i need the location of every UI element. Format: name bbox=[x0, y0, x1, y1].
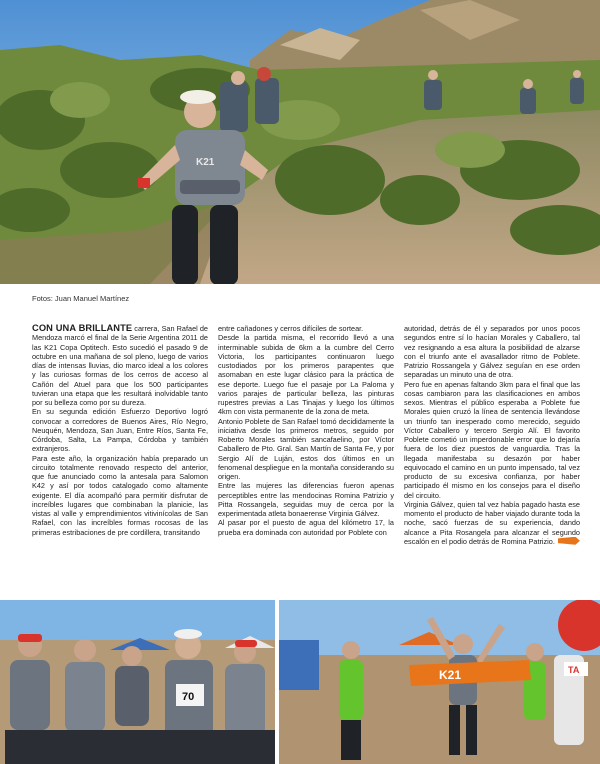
article-column-3 bbox=[404, 324, 580, 592]
article-paragraph: Pero fue en apenas faltando 3km para el final que las cosas cambiaron para las clasificaciones en ambos sexos. Mientras el público esperaba a Poblete fue Morales quien cruzó la línea de sentencia llevándose un triunfo tan inesperado como merecido, seguido Víctor Caballero y tercero Sergio Alí. El favorito Poblete cometió un imperdonable error que lo dejaría fuera de los diez puestos de vanguardia. Tras la llegada manifestaba su desazón por haber equivocado el camino en un punto impensado, tal vez producto de su excesiva confianza, por haber participado él mismo en los consejos para el diseño del circuito. bbox=[404, 379, 580, 500]
article-paragraph: Al pasar por el puesto de agua del kilómetro 17, la prueba era dominada con autoridad por Poblete con bbox=[218, 518, 394, 537]
article-paragraph: CON UNA BRILLANTE carrera, San Rafael de Mendoza marcó el final de la Serie Argentina 2011 de las K21 Copa Optitech. Esto sucedió el pasado 9 de octubre en una mañana de sol pleno, luego de varios días de intensas lluvias, dio marco ideal a los colores y las curiosas formas de los cerros de acceso al Cañón del Atuel para que los 500 participantes tuvieran una etapa que les resultará inolvidable tanto por su belleza como por su dureza. bbox=[32, 324, 208, 407]
hero-shirt-text: K21 bbox=[196, 157, 215, 168]
lead-caps: CON UNA BRILLANTE bbox=[32, 324, 133, 333]
hero-photo bbox=[0, 0, 600, 284]
bib-number: 70 bbox=[182, 691, 195, 703]
photo-credit: Fotos: Juan Manuel Martínez bbox=[32, 294, 130, 303]
article-paragraph: Desde la partida misma, el recorrido llevó a una interminable subida de 6km a la cumbre del Cerro Victoria, los participantes continuaron luego custodiados por los primeros parapentes que asomaban en este lugar clásico para la práctica de ese deporte. Luego fue el pasaje por La Paloma y varios parajes de particular belleza, las pinturas rupestres previas a Las Tinajas y luego los últimos 4km con vista permanente de la zona de meta. bbox=[218, 333, 394, 417]
article-paragraph: entre cañadones y cerros difíciles de sortear. bbox=[218, 324, 364, 333]
race-start-photo bbox=[0, 600, 275, 764]
article-column-1 bbox=[32, 324, 208, 592]
article-body bbox=[32, 324, 580, 592]
article-column-2 bbox=[218, 324, 394, 592]
article-paragraph: Entre las mujeres las diferencias fueron apenas perceptibles entre las mendocinas Romina Patrizio y Pitta Rossangela, seguidas muy de cerca por la experimentada atleta bonaerense Virginia Gálvez. bbox=[218, 481, 394, 518]
article-paragraph: Virginia Gálvez, quien tal vez había pagado hasta ese momento el producto de haber viajado durante toda la noche, sacó fuerzas de su experiencia, dando alcance a Pita Rosangela para alcanzar el segundo escalón en el podio detrás de Romina Patrizio. bbox=[404, 499, 580, 546]
article-paragraph: Antonio Poblete de San Rafael tomó decididamente la iniciativa desde los primeros metros, seguido por Roberto Morales también sancafaelino, por Víctor Caballero de Pto. Gral. San Martín de Santa Fe, y por Sergio Alí de Luján, estos dos últimos en un fenomenal despliegue en la montaña considerando su origen. bbox=[218, 416, 394, 481]
finish-line-photo bbox=[279, 600, 600, 764]
end-of-article-icon bbox=[558, 537, 580, 545]
finish-banner-text: K21 bbox=[439, 668, 462, 682]
sponsor-sign-text: TA bbox=[568, 665, 580, 675]
article-paragraph: Para este año, la organización había preparado un circuito totalmente renovado respecto del anterior, que fue anunciado como la antesala para Salomon K42 y así por todos catalogado como altamente exigente. El día acompañó para permitir disfrutar de increíbles lugares que combinaban la planicie, las vistas al valle y emprendimientos vitivinícolas de San Rafael, con las increíbles formas rocosas de las primeras estribaciones de pre cordillera, transitando bbox=[32, 453, 208, 537]
article-paragraph: autoridad, detrás de él y separados por unos pocos segundos entre sí lo hacían Morales y Caballero, tal vez resignando a esa altura la posibilidad de alzarse con el triunfo ante el avasallador ritmo de Poblete. Patrizio Rossangela y Gálvez seguían en ese orden separadas un minuto una de otra. bbox=[404, 324, 580, 380]
article-paragraph: En su segunda edición Esfuerzo Deportivo logró convocar a corredores de Buenos Aires, Río Negro, Neuquén, Mendoza, San Juan, Entre Ríos, Santa Fe, Córdoba, Salta, La Pampa, Córdoba y también extranjeros. bbox=[32, 407, 208, 454]
